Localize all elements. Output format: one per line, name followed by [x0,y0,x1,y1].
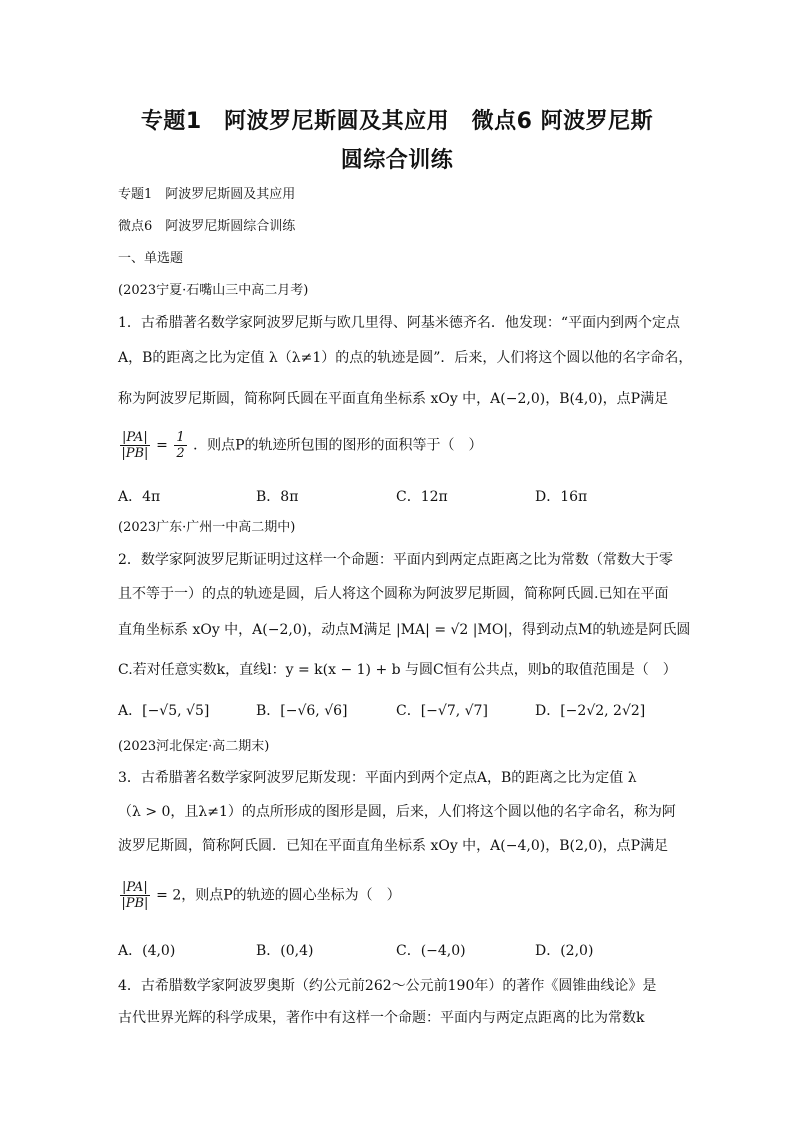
q3-ratio-numerator: |PA| [122,880,148,895]
q4-line-2: 古代世界光辉的科学成果，著作中有这样一个命题：平面内与两定点距离的比为常数k [118,1010,645,1026]
q1-half-denominator: 2 [176,446,185,461]
q3-option-a[interactable]: A．(4,0) [118,943,176,959]
q2-options [118,700,678,720]
q1-line-2: A，B的距离之比为定值 λ（λ≠1）的点的轨迹是圆”．后来，人们将这个圆以他的名字命名， [118,350,693,366]
document-title-line-2: 圆综合训练 [340,148,454,173]
q1-ratio-denominator: |PB| [121,446,149,461]
q3-ratio-fraction [120,880,150,911]
q2-line-4: C.若对任意实数k，直线l：y = k(x − 1) + b 与圆C恒有公共点，则b的取值范围是（ ） [118,662,677,678]
q1-line-4-text: ．则点P的轨迹所包围的图形的面积等于（ ） [193,437,483,454]
q1-line-4 [118,430,483,461]
q3-line-3: 波罗尼斯圆，简称阿氏圆．已知在平面直角坐标系 xOy 中，A(−4,0)，B(2,0)，点P满足 [118,838,669,854]
q1-option-d[interactable]: D．16π [535,489,588,505]
q1-ratio-numerator: |PA| [122,430,148,445]
q3-line-4-text: = 2，则点P的轨迹的圆心坐标为（ ） [156,887,401,904]
q1-half-fraction [174,430,186,461]
q4-line-1: 4．古希腊数学家阿波罗奥斯（约公元前262～公元前190年）的著作《圆锥曲线论》是 [118,978,657,994]
q1-line-3: 称为阿波罗尼斯圆，简称阿氏圆在平面直角坐标系 xOy 中，A(−2,0)，B(4,0)，点P满足 [118,391,669,407]
q2-option-a[interactable]: A．[−√5, √5] [118,703,210,719]
q2-option-c[interactable]: C．[−√7, √7] [396,703,488,719]
document-title-line-1: 专题1 阿波罗尼斯圆及其应用 微点6 阿波罗尼斯 [140,109,654,134]
q3-line-1: 3．古希腊著名数学家阿波罗尼斯发现：平面内到两个定点A，B的距离之比为定值 λ [118,770,637,786]
q1-option-a[interactable]: A．4π [118,489,161,505]
q1-source: (2023宁夏·石嘴山三中高二月考) [118,283,309,298]
section-heading: 一、单选题 [118,251,184,266]
q1-option-c[interactable]: C．12π [396,489,448,505]
q3-line-2: （λ > 0，且λ≠1）的点所形成的图形是圆，后来，人们将这个圆以他的名字命名，称为阿 [118,804,676,820]
q1-options [118,486,678,506]
q3-options [118,940,678,960]
q1-half-numerator: 1 [176,430,185,445]
q1-ratio-fraction [120,430,150,461]
q2-option-b[interactable]: B．[−√6, √6] [256,703,348,719]
q2-source: (2023广东·广州一中高二期中) [118,520,296,535]
topic-line: 专题1 阿波罗尼斯圆及其应用 [118,187,296,202]
q1-equals: = [156,437,168,454]
q3-ratio-denominator: |PB| [121,896,149,911]
q2-line-2: 且不等于一）的点的轨迹是圆，后人将这个圆称为阿波罗尼斯圆，简称阿氏圆.已知在平面 [118,586,669,602]
q1-option-b[interactable]: B．8π [256,489,299,505]
subtopic-line: 微点6 阿波罗尼斯圆综合训练 [118,219,296,234]
q1-line-1: 1．古希腊著名数学家阿波罗尼斯与欧几里得、阿基米德齐名．他发现：“平面内到两个定点 [118,315,681,331]
q2-line-1: 2．数学家阿波罗尼斯证明过这样一个命题：平面内到两定点距离之比为常数（常数大于零 [118,552,673,568]
q3-source: (2023河北保定·高二期末) [118,739,270,754]
q3-option-c[interactable]: C．(−4,0) [396,943,466,959]
q2-line-3: 直角坐标系 xOy 中，A(−2,0)，动点M满足 |MA| = √2 |MO|，得到动点M的轨迹是阿氏圆 [118,622,691,638]
q2-option-d[interactable]: D．[−2√2, 2√2] [535,703,646,719]
q3-line-4 [118,880,401,911]
q3-option-d[interactable]: D．(2,0) [535,943,594,959]
q3-option-b[interactable]: B．(0,4) [256,943,314,959]
